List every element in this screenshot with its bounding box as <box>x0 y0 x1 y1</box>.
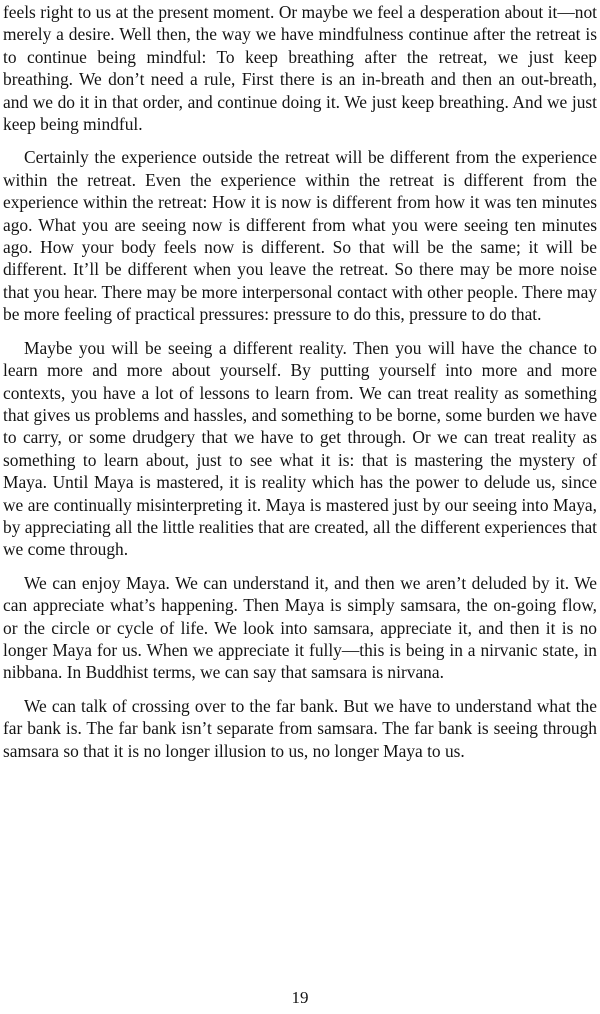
paragraph-5: We can talk of crossing over to the far bank. But we have to understand what the far bank is. The far bank isn’t separate from samsara. The far bank is seeing through samsara so that it is no longer illusion to us, no longer Maya to us. <box>3 695 597 761</box>
paragraph-1: feels right to us at the present moment. Or maybe we feel a desperation about it—not merely a desire. Well then, the way we have mindfulness continue after the retreat is to continue being mindful: To keep breathing after the retreat, we just keep breathing. We don’t need a rule, First there is an in-breath and then an out-breath, and we do it in that order, and continue doing it. We just keep breathing. And we just keep being mindful. <box>3 2 597 135</box>
paragraph-4: We can enjoy Maya. We can understand it, and then we aren’t deluded by it. We can appreciate what’s happening. Then Maya is simply samsara, the on-going flow, or the circle or cycle of life. We look into samsara, appreciate it, and then it is no longer Maya for us. When we appreciate it fully—this is being in a nirvanic state, in nibbana. In Buddhist terms, we can say that samsara is nirvana. <box>3 572 597 683</box>
paragraph-3: Maybe you will be seeing a different reality. Then you will have the chance to learn more and more about yourself. By putting yourself into more and more contexts, you have a lot of lessons to learn from. We can treat reality as something that gives us problems and hassles, and something to be borne, some burden we have to carry, or some drudgery that we have to get through. Or we can treat reality as something to learn about, just to see what it is: that is mastering the mystery of Maya. Until Maya is mastered, it is reality which has the power to delude us, since we are continually misinterpreting it. Maya is mastered just by our seeing into Maya, by appreciating all the little realities that are created, all the different experiences that we come through. <box>3 337 597 560</box>
paragraph-2: Certainly the experience outside the retreat will be different from the experience within the retreat. Even the experience within the retreat is different from the experience within the retreat: How it is now is different from how it was ten minutes ago. What you are seeing now is different from what you were seeing ten minutes ago. How your body feels now is different. So that will be the same; it will be different. It’ll be different when you leave the retreat. So there may be more noise that you hear. There may be more interpersonal contact with other people. There may be more feeling of practical pressures: pressure to do this, pressure to do that. <box>3 147 597 325</box>
page-number: 19 <box>291 988 309 1007</box>
